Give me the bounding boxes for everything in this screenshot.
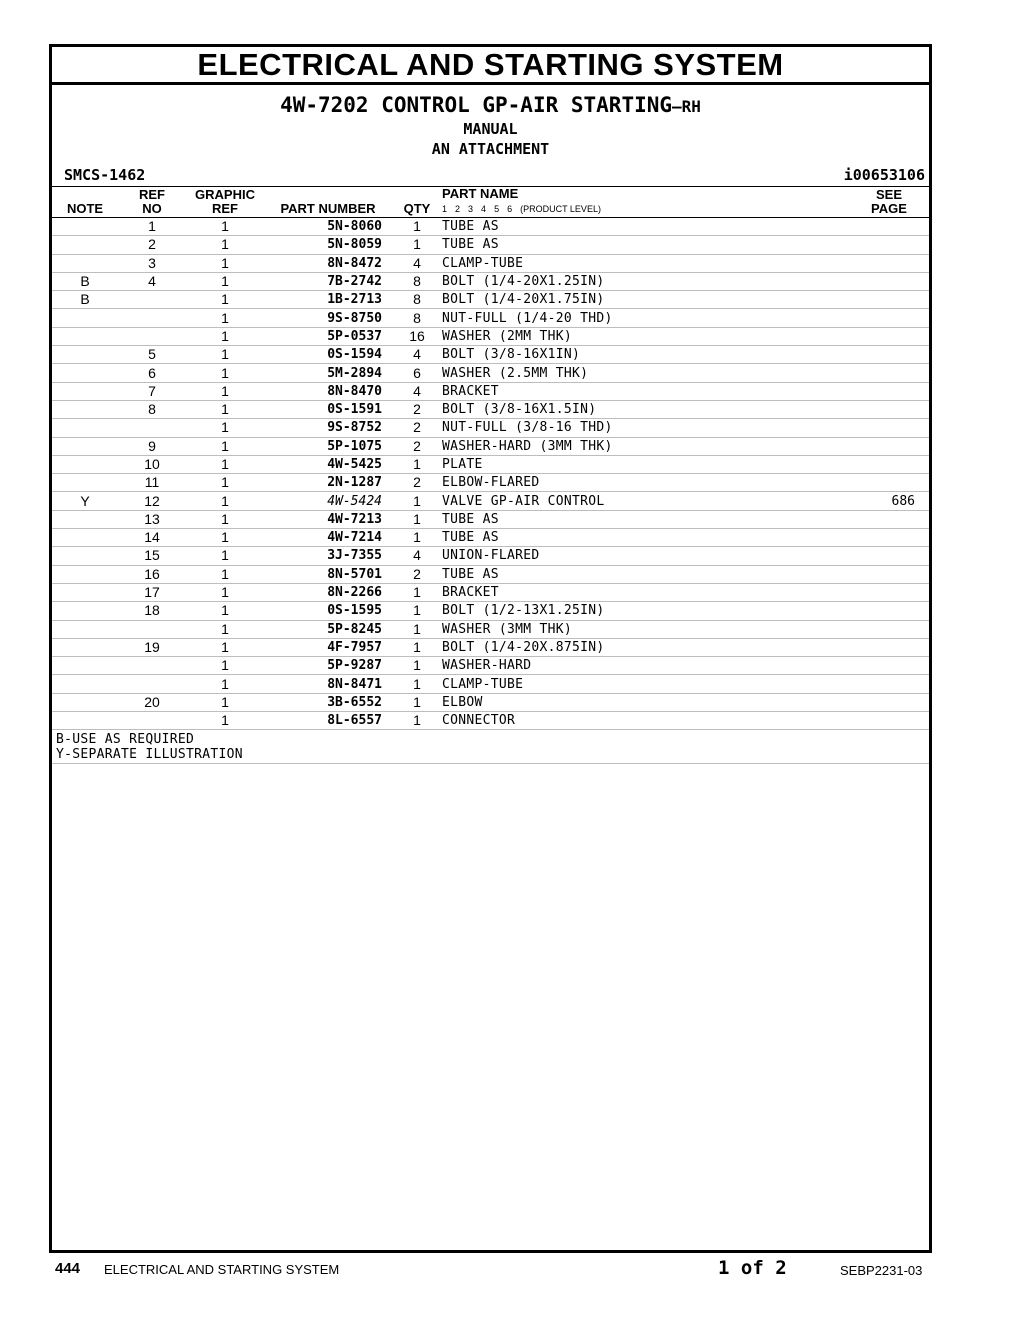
cell-gref: 1 (186, 218, 264, 236)
cell-gref: 1 (186, 236, 264, 254)
cell-see (849, 327, 929, 345)
cell-part: 8N-8470 (264, 382, 392, 400)
cell-ref: 8 (118, 400, 186, 418)
cell-ref: 19 (118, 638, 186, 656)
cell-part: 5P-8245 (264, 620, 392, 638)
cell-part: 7B-2742 (264, 272, 392, 290)
cell-see (849, 254, 929, 272)
cell-note: B (52, 291, 118, 309)
cell-qty: 1 (392, 712, 442, 730)
cell-name: PLATE (442, 455, 849, 473)
cell-ref: 4 (118, 272, 186, 290)
cell-ref (118, 712, 186, 730)
cell-part: 8N-2266 (264, 583, 392, 601)
cell-qty: 4 (392, 254, 442, 272)
cell-part: 8N-8471 (264, 675, 392, 693)
cell-note (52, 529, 118, 547)
cell-qty: 1 (392, 638, 442, 656)
cell-gref: 1 (186, 602, 264, 620)
cell-qty: 1 (392, 529, 442, 547)
cell-see (849, 272, 929, 290)
cell-see (849, 400, 929, 418)
cell-qty: 1 (392, 657, 442, 675)
table-row (52, 620, 929, 638)
cell-gref: 1 (186, 620, 264, 638)
cell-part: 1B-2713 (264, 291, 392, 309)
cell-name: NUT-FULL (1/4-20 THD) (442, 309, 849, 327)
cell-see (849, 236, 929, 254)
cell-qty: 1 (392, 675, 442, 693)
cell-ref: 13 (118, 510, 186, 528)
cell-see (849, 510, 929, 528)
cell-ref (118, 675, 186, 693)
cell-qty: 4 (392, 346, 442, 364)
table-row (52, 236, 929, 254)
cell-name: VALVE GP-AIR CONTROL (442, 492, 849, 510)
col-part-number-header: PART NUMBER (264, 187, 392, 218)
cell-see (849, 346, 929, 364)
cell-gref: 1 (186, 712, 264, 730)
cell-ref: 6 (118, 364, 186, 382)
cell-gref: 1 (186, 364, 264, 382)
cell-ref: 3 (118, 254, 186, 272)
cell-qty: 1 (392, 218, 442, 236)
cell-qty: 8 (392, 309, 442, 327)
cell-see (849, 712, 929, 730)
cell-part: 4W-5425 (264, 455, 392, 473)
table-row (52, 382, 929, 400)
table-row (52, 529, 929, 547)
cell-gref: 1 (186, 657, 264, 675)
cell-name: TUBE AS (442, 236, 849, 254)
table-row (52, 218, 929, 236)
cell-name: TUBE AS (442, 218, 849, 236)
cell-see (849, 455, 929, 473)
cell-name: BRACKET (442, 382, 849, 400)
cell-name: NUT-FULL (3/8-16 THD) (442, 419, 849, 437)
cell-note (52, 327, 118, 345)
cell-name: WASHER (2.5MM THK) (442, 364, 849, 382)
cell-gref: 1 (186, 565, 264, 583)
table-row (52, 309, 929, 327)
cell-name: WASHER-HARD (442, 657, 849, 675)
cell-name: TUBE AS (442, 510, 849, 528)
cell-see (849, 657, 929, 675)
cell-ref (118, 620, 186, 638)
col-qty-header: QTY (392, 187, 442, 218)
col-see-page-header: SEE PAGE (849, 187, 929, 218)
cell-qty: 2 (392, 400, 442, 418)
cell-name: CLAMP-TUBE (442, 675, 849, 693)
cell-gref: 1 (186, 675, 264, 693)
cell-part: 3J-7355 (264, 547, 392, 565)
col-graphic-ref-header: GRAPHIC REF (186, 187, 264, 218)
cell-part: 8L-6557 (264, 712, 392, 730)
cell-gref: 1 (186, 419, 264, 437)
cell-note (52, 510, 118, 528)
cell-gref: 1 (186, 437, 264, 455)
cell-part: 0S-1591 (264, 400, 392, 418)
smcs-code: SMCS-1462 (64, 166, 146, 184)
table-row (52, 346, 929, 364)
col-ref-header: REF NO (118, 187, 186, 218)
cell-ref: 12 (118, 492, 186, 510)
table-row (52, 254, 929, 272)
parts-table (52, 186, 929, 730)
parts-table-body (52, 218, 929, 730)
cell-qty: 4 (392, 382, 442, 400)
cell-qty: 2 (392, 565, 442, 583)
col-note-header: NOTE (52, 187, 118, 218)
cell-note (52, 565, 118, 583)
cell-part: 0S-1594 (264, 346, 392, 364)
cell-note (52, 675, 118, 693)
cell-qty: 1 (392, 455, 442, 473)
cell-qty: 2 (392, 474, 442, 492)
table-row (52, 712, 929, 730)
table-row (52, 583, 929, 601)
cell-note (52, 419, 118, 437)
table-row (52, 693, 929, 711)
cell-see (849, 529, 929, 547)
cell-note (52, 236, 118, 254)
cell-part: 3B-6552 (264, 693, 392, 711)
cell-see (849, 620, 929, 638)
footer-title: ELECTRICAL AND STARTING SYSTEM (104, 1262, 340, 1277)
cell-see (849, 382, 929, 400)
cell-name: BOLT (1/4-20X1.25IN) (442, 272, 849, 290)
table-row (52, 657, 929, 675)
cell-qty: 4 (392, 547, 442, 565)
cell-name: CLAMP-TUBE (442, 254, 849, 272)
page-frame (49, 44, 932, 1253)
cell-qty: 1 (392, 510, 442, 528)
table-row (52, 675, 929, 693)
cell-ref: 16 (118, 565, 186, 583)
cell-qty: 16 (392, 327, 442, 345)
note-b: B-USE AS REQUIRED (56, 732, 195, 748)
cell-ref: 5 (118, 346, 186, 364)
cell-note (52, 218, 118, 236)
cell-qty: 1 (392, 583, 442, 601)
note-y: Y-SEPARATE ILLUSTRATION (56, 747, 243, 763)
cell-see (849, 602, 929, 620)
cell-gref: 1 (186, 638, 264, 656)
table-row (52, 474, 929, 492)
cell-note: Y (52, 492, 118, 510)
meta-row (52, 164, 929, 186)
cell-see (849, 547, 929, 565)
cell-see (849, 638, 929, 656)
cell-gref: 1 (186, 291, 264, 309)
cell-qty: 1 (392, 236, 442, 254)
cell-qty: 6 (392, 364, 442, 382)
cell-note (52, 657, 118, 675)
subtitle-attachment: AN ATTACHMENT (431, 140, 550, 158)
illustration-id: i00653106 (843, 166, 925, 184)
cell-see (849, 474, 929, 492)
cell-ref: 1 (118, 218, 186, 236)
cell-name: BOLT (1/4-20X1.75IN) (442, 291, 849, 309)
group-title-suffix: —RH (672, 97, 701, 116)
cell-note (52, 400, 118, 418)
cell-see (849, 218, 929, 236)
cell-ref: 11 (118, 474, 186, 492)
subtitle-manual: MANUAL (463, 120, 518, 138)
cell-part: 5M-2894 (264, 364, 392, 382)
cell-note (52, 712, 118, 730)
cell-note (52, 254, 118, 272)
cell-qty: 8 (392, 291, 442, 309)
cell-note (52, 455, 118, 473)
cell-name: BOLT (1/2-13X1.25IN) (442, 602, 849, 620)
table-row (52, 364, 929, 382)
cell-ref (118, 657, 186, 675)
section-title: ELECTRICAL AND STARTING SYSTEM (52, 47, 929, 85)
cell-ref (118, 327, 186, 345)
cell-gref: 1 (186, 400, 264, 418)
cell-ref: 17 (118, 583, 186, 601)
cell-part: 4W-7214 (264, 529, 392, 547)
table-row (52, 327, 929, 345)
cell-note (52, 382, 118, 400)
cell-ref: 14 (118, 529, 186, 547)
cell-qty: 2 (392, 419, 442, 437)
cell-gref: 1 (186, 510, 264, 528)
cell-name: TUBE AS (442, 529, 849, 547)
cell-ref: 2 (118, 236, 186, 254)
cell-name: WASHER-HARD (3MM THK) (442, 437, 849, 455)
cell-gref: 1 (186, 346, 264, 364)
cell-name: UNION-FLARED (442, 547, 849, 565)
cell-part: 2N-1287 (264, 474, 392, 492)
cell-note (52, 583, 118, 601)
table-row (52, 510, 929, 528)
page-footer (0, 1256, 1020, 1286)
cell-ref (118, 291, 186, 309)
cell-note (52, 693, 118, 711)
cell-part: 9S-8752 (264, 419, 392, 437)
cell-see (849, 419, 929, 437)
cell-gref: 1 (186, 474, 264, 492)
cell-qty: 2 (392, 437, 442, 455)
cell-part: 8N-8472 (264, 254, 392, 272)
cell-name: BRACKET (442, 583, 849, 601)
cell-qty: 1 (392, 620, 442, 638)
cell-note (52, 346, 118, 364)
table-row (52, 565, 929, 583)
cell-qty: 1 (392, 693, 442, 711)
cell-part: 5N-8060 (264, 218, 392, 236)
cell-note (52, 547, 118, 565)
table-row (52, 400, 929, 418)
cell-see (849, 437, 929, 455)
cell-gref: 1 (186, 272, 264, 290)
cell-name: BOLT (1/4-20X.875IN) (442, 638, 849, 656)
cell-name: ELBOW-FLARED (442, 474, 849, 492)
cell-note (52, 309, 118, 327)
table-header-row (52, 187, 929, 218)
cell-gref: 1 (186, 382, 264, 400)
cell-part: 9S-8750 (264, 309, 392, 327)
cell-part: 5P-1075 (264, 437, 392, 455)
cell-ref: 15 (118, 547, 186, 565)
cell-part: 5P-0537 (264, 327, 392, 345)
table-row (52, 602, 929, 620)
cell-note (52, 474, 118, 492)
cell-name: CONNECTOR (442, 712, 849, 730)
table-row (52, 492, 929, 510)
cell-note (52, 602, 118, 620)
cell-see (849, 583, 929, 601)
cell-part: 5P-9287 (264, 657, 392, 675)
table-row (52, 272, 929, 290)
cell-gref: 1 (186, 547, 264, 565)
cell-see (849, 693, 929, 711)
table-row (52, 547, 929, 565)
cell-qty: 1 (392, 602, 442, 620)
page-number: 444 (55, 1260, 81, 1277)
cell-gref: 1 (186, 529, 264, 547)
cell-note: B (52, 272, 118, 290)
cell-part: 4W-5424 (264, 492, 392, 510)
cell-name: BOLT (3/8-16X1.5IN) (442, 400, 849, 418)
cell-see (849, 364, 929, 382)
cell-see (849, 565, 929, 583)
cell-note (52, 364, 118, 382)
cell-note (52, 638, 118, 656)
cell-see: 686 (849, 492, 929, 510)
notes-block (52, 730, 929, 764)
group-title (52, 93, 929, 119)
table-row (52, 638, 929, 656)
cell-part: 5N-8059 (264, 236, 392, 254)
cell-gref: 1 (186, 455, 264, 473)
cell-ref (118, 309, 186, 327)
col-part-name-header: PART NAME 1 2 3 4 5 6 (PRODUCT LEVEL) (442, 187, 849, 218)
cell-name: BOLT (3/8-16X1IN) (442, 346, 849, 364)
table-row (52, 455, 929, 473)
cell-ref: 20 (118, 693, 186, 711)
sheet-indicator: 1 of 2 (718, 1257, 787, 1279)
cell-see (849, 675, 929, 693)
cell-note (52, 620, 118, 638)
table-row (52, 419, 929, 437)
cell-name: TUBE AS (442, 565, 849, 583)
cell-ref: 10 (118, 455, 186, 473)
cell-part: 4F-7957 (264, 638, 392, 656)
cell-gref: 1 (186, 254, 264, 272)
cell-gref: 1 (186, 309, 264, 327)
cell-see (849, 291, 929, 309)
product-levels: 1 2 3 4 5 6 (PRODUCT LEVEL) (442, 204, 601, 214)
cell-name: WASHER (3MM THK) (442, 620, 849, 638)
group-title-text: 4W-7202 CONTROL GP-AIR STARTING (280, 93, 673, 117)
cell-ref (118, 419, 186, 437)
cell-gref: 1 (186, 327, 264, 345)
cell-gref: 1 (186, 492, 264, 510)
cell-part: 8N-5701 (264, 565, 392, 583)
cell-see (849, 309, 929, 327)
cell-qty: 8 (392, 272, 442, 290)
cell-part: 0S-1595 (264, 602, 392, 620)
cell-gref: 1 (186, 693, 264, 711)
cell-name: ELBOW (442, 693, 849, 711)
cell-ref: 9 (118, 437, 186, 455)
cell-note (52, 437, 118, 455)
cell-qty: 1 (392, 492, 442, 510)
cell-name: WASHER (2MM THK) (442, 327, 849, 345)
cell-ref: 18 (118, 602, 186, 620)
cell-gref: 1 (186, 583, 264, 601)
table-row (52, 437, 929, 455)
document-id: SEBP2231-03 (840, 1263, 923, 1278)
cell-part: 4W-7213 (264, 510, 392, 528)
table-row (52, 291, 929, 309)
cell-ref: 7 (118, 382, 186, 400)
